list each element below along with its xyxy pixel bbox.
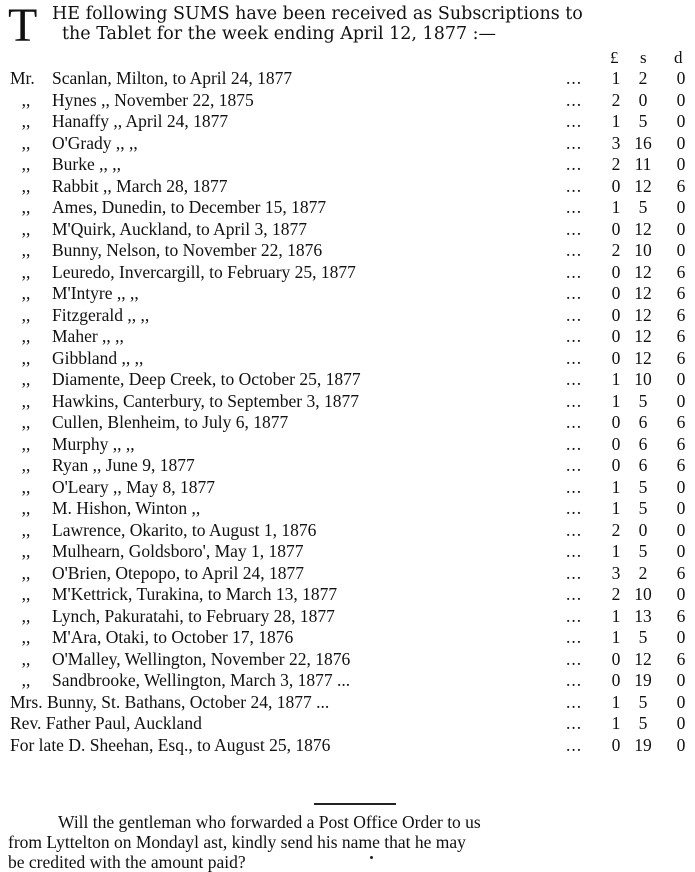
subscriber-entry: Rev. Father Paul, Auckland (10, 713, 202, 733)
subscription-row (0, 240, 695, 262)
amount-pounds: 0 (611, 283, 621, 303)
drop-cap: T (8, 0, 38, 52)
leader-dots: ... (566, 713, 583, 733)
subscriber-entry: O'Malley, Wellington, November 22, 1876 (52, 648, 351, 669)
leader-dots: ... (566, 132, 583, 153)
subscription-row (0, 670, 695, 692)
amount-shillings: 5 (638, 541, 648, 561)
subscription-row (0, 477, 695, 499)
leader-dots: ... (566, 175, 583, 196)
amount-pence: 6 (676, 605, 686, 626)
subscriber-entry: Ryan ,, June 9, 1877 (52, 455, 195, 475)
leader-dots: ... (566, 605, 583, 626)
leader-dots: ... (566, 455, 583, 475)
notice-line-1: Will the gentleman who forwarded a Post Office Order to us (58, 812, 481, 832)
row-prefix: ,, (21, 111, 31, 131)
leader-dots: ... (566, 627, 583, 647)
amount-shillings: 2 (638, 562, 648, 583)
row-prefix: ,, (21, 89, 31, 110)
amount-pence: 6 (676, 648, 686, 669)
column-header-shillings: s (640, 48, 647, 67)
subscriber-entry: Sandbrooke, Wellington, March 3, 1877 ... (52, 670, 351, 690)
leader-dots: ... (566, 218, 583, 239)
amount-pounds: 0 (611, 455, 621, 475)
row-prefix: ,, (21, 562, 31, 583)
amount-pounds: 1 (611, 691, 621, 712)
subscription-row (0, 692, 695, 714)
amount-pence: 6 (676, 562, 686, 583)
intro-line-2: the Tablet for the week ending April 12, 1877 :— (62, 24, 497, 44)
amount-shillings: 6 (638, 455, 648, 475)
amount-shillings: 6 (638, 412, 648, 432)
amount-pounds: 1 (611, 68, 621, 88)
leader-dots: ... (566, 347, 583, 368)
amount-pounds: 3 (611, 562, 621, 583)
subscription-row (0, 735, 695, 757)
amount-shillings: 5 (638, 498, 648, 518)
subscriber-entry: Leuredo, Invercargill, to February 25, 1877 (52, 261, 356, 282)
subscription-row (0, 498, 695, 520)
amount-pounds: 1 (611, 498, 621, 518)
row-prefix: ,, (21, 197, 31, 217)
amount-pounds: 0 (611, 670, 621, 690)
amount-pence: 6 (676, 347, 686, 368)
row-prefix: ,, (21, 261, 31, 282)
subscriber-entry: O'Brien, Otepopo, to April 24, 1877 (52, 562, 305, 583)
row-prefix: ,, (21, 541, 31, 561)
amount-shillings: 12 (634, 261, 652, 282)
leader-dots: ... (566, 541, 583, 561)
amount-shillings: 12 (634, 175, 652, 196)
leader-dots: ... (566, 648, 583, 669)
leader-dots: ... (566, 68, 583, 88)
subscription-row (0, 455, 695, 477)
row-prefix: ,, (21, 519, 31, 540)
amount-shillings: 5 (638, 111, 648, 131)
amount-pence: 6 (676, 433, 686, 454)
subscription-row (0, 541, 695, 563)
amount-pounds: 0 (611, 304, 621, 325)
leader-dots: ... (566, 369, 583, 389)
subscription-row (0, 649, 695, 671)
amount-pounds: 0 (611, 412, 621, 432)
subscription-row (0, 584, 695, 606)
amount-pence: 0 (676, 154, 686, 174)
leader-dots: ... (566, 304, 583, 325)
row-prefix: ,, (21, 304, 31, 325)
amount-shillings: 0 (638, 89, 648, 110)
amount-pounds: 1 (611, 541, 621, 561)
amount-shillings: 5 (638, 691, 648, 712)
row-prefix: ,, (21, 476, 31, 497)
subscription-row (0, 348, 695, 370)
column-header-pence: d (674, 48, 683, 67)
amount-shillings: 10 (634, 369, 652, 389)
leader-dots: ... (566, 498, 583, 518)
subscription-row (0, 434, 695, 456)
notice-paragraph (8, 812, 692, 872)
amount-shillings: 6 (638, 433, 648, 454)
amount-pounds: 1 (611, 111, 621, 131)
leader-dots: ... (566, 584, 583, 604)
amount-pence: 0 (676, 691, 686, 712)
subscription-row (0, 627, 695, 649)
subscription-row (0, 176, 695, 198)
amount-shillings: 12 (634, 218, 652, 239)
subscriber-entry: Lawrence, Okarito, to August 1, 1876 (52, 519, 317, 540)
intro-paragraph (6, 0, 690, 52)
subscriber-entry: Fitzgerald ,, ,, (52, 304, 150, 325)
row-prefix: ,, (21, 605, 31, 626)
leader-dots: ... (566, 326, 583, 346)
row-prefix: ,, (21, 218, 31, 239)
notice-line-2: from Lyttelton on Mondayl ast, kindly send his name that he may (8, 832, 466, 852)
subscription-row (0, 326, 695, 348)
amount-pence: 6 (676, 283, 686, 303)
leader-dots: ... (566, 240, 583, 260)
printer-dot (370, 856, 373, 859)
amount-shillings: 12 (634, 347, 652, 368)
subscriber-entry: Mrs. Bunny, St. Bathans, October 24, 1877 ... (10, 691, 330, 712)
subscription-row (0, 606, 695, 628)
notice-line-3: be credited with the amount paid? (8, 852, 246, 872)
amount-pounds: 1 (611, 476, 621, 497)
amount-pounds: 2 (611, 154, 621, 174)
row-prefix: ,, (21, 433, 31, 454)
amount-shillings: 5 (638, 627, 648, 647)
amount-shillings: 5 (638, 713, 648, 733)
row-prefix: ,, (21, 498, 31, 518)
amount-shillings: 5 (638, 476, 648, 497)
subscriber-entry: Scanlan, Milton, to April 24, 1877 (52, 68, 293, 88)
subscriber-entry: Cullen, Blenheim, to July 6, 1877 (52, 412, 289, 432)
subscriber-entry: O'Leary ,, May 8, 1877 (52, 476, 216, 497)
amount-shillings: 19 (634, 670, 652, 690)
row-prefix: ,, (21, 390, 31, 411)
subscriber-entry: Hawkins, Canterbury, to September 3, 1877 (52, 390, 360, 411)
amount-pounds: 0 (611, 433, 621, 454)
amount-shillings: 2 (638, 68, 648, 88)
subscriber-entry: Bunny, Nelson, to November 22, 1876 (52, 240, 323, 260)
leader-dots: ... (566, 390, 583, 411)
row-prefix: ,, (21, 175, 31, 196)
subscriber-entry: Mulhearn, Goldsboro', May 1, 1877 (52, 541, 304, 561)
amount-pence: 0 (676, 519, 686, 540)
leader-dots: ... (566, 111, 583, 131)
row-prefix: ,, (21, 455, 31, 475)
subscriber-entry: Rabbit ,, March 28, 1877 (52, 175, 228, 196)
leader-dots: ... (566, 154, 583, 174)
amount-pence: 0 (676, 670, 686, 690)
row-prefix: ,, (21, 326, 31, 346)
subscriber-entry: M. Hishon, Winton ,, (52, 498, 201, 518)
subscriber-entry: Gibbland ,, ,, (52, 347, 144, 368)
amount-pence: 6 (676, 175, 686, 196)
amount-pence: 0 (676, 89, 686, 110)
leader-dots: ... (566, 476, 583, 497)
amount-pence: 0 (676, 713, 686, 733)
amount-shillings: 10 (634, 240, 652, 260)
amount-shillings: 16 (634, 132, 652, 153)
amount-pounds: 1 (611, 369, 621, 389)
subscription-row (0, 391, 695, 413)
row-prefix: Mr. (10, 68, 35, 88)
amount-pounds: 0 (611, 218, 621, 239)
subscription-row (0, 369, 695, 391)
subscription-row (0, 219, 695, 241)
amount-shillings: 5 (638, 390, 648, 411)
row-prefix: ,, (21, 648, 31, 669)
amount-pence: 0 (676, 240, 686, 260)
subscriber-entry: M'Quirk, Auckland, to April 3, 1877 (52, 218, 307, 239)
leader-dots: ... (566, 433, 583, 454)
row-prefix: ,, (21, 240, 31, 260)
amount-pounds: 0 (611, 648, 621, 669)
amount-pence: 0 (676, 541, 686, 561)
row-prefix: ,, (21, 347, 31, 368)
amount-shillings: 12 (634, 304, 652, 325)
subscriber-entry: Maher ,, ,, (52, 326, 124, 346)
amount-pence: 0 (676, 627, 686, 647)
row-prefix: ,, (21, 627, 31, 647)
leader-dots: ... (566, 261, 583, 282)
subscription-row (0, 520, 695, 542)
amount-shillings: 12 (634, 648, 652, 669)
amount-pounds: 0 (611, 326, 621, 346)
subscription-row (0, 90, 695, 112)
subscription-row (0, 713, 695, 735)
subscription-row (0, 133, 695, 155)
subscription-row (0, 111, 695, 133)
amount-pounds: 0 (611, 175, 621, 196)
subscriber-entry: Diamente, Deep Creek, to October 25, 1877 (52, 369, 361, 389)
amount-pence: 0 (676, 218, 686, 239)
subscription-row (0, 262, 695, 284)
subscriber-entry: Burke ,, ,, (52, 154, 122, 174)
amount-pence: 0 (676, 369, 686, 389)
subscription-list (0, 68, 695, 756)
amount-shillings: 5 (638, 197, 648, 217)
subscriber-entry: M'Ara, Otaki, to October 17, 1876 (52, 627, 294, 647)
amount-shillings: 19 (634, 734, 652, 755)
subscription-row (0, 563, 695, 585)
amount-pence: 0 (676, 68, 686, 88)
amount-pounds: 1 (611, 605, 621, 626)
amount-pounds: 2 (611, 584, 621, 604)
amount-pounds: 2 (611, 240, 621, 260)
subscriber-entry: M'Intyre ,, ,, (52, 283, 139, 303)
leader-dots: ... (566, 519, 583, 540)
section-divider (314, 803, 396, 805)
amount-pounds: 0 (611, 261, 621, 282)
subscriber-entry: For late D. Sheehan, Esq., to August 25, 1876 (10, 734, 331, 755)
amount-pounds: 3 (611, 132, 621, 153)
amount-pence: 6 (676, 304, 686, 325)
amount-pence: 6 (676, 261, 686, 282)
amount-pence: 0 (676, 197, 686, 217)
row-prefix: ,, (21, 670, 31, 690)
subscriber-entry: M'Kettrick, Turakina, to March 13, 1877 (52, 584, 338, 604)
amount-shillings: 12 (634, 283, 652, 303)
subscription-row (0, 154, 695, 176)
leader-dots: ... (566, 670, 583, 690)
amount-pence: 6 (676, 455, 686, 475)
amount-pounds: 2 (611, 89, 621, 110)
amount-pence: 0 (676, 584, 686, 604)
amount-pounds: 1 (611, 197, 621, 217)
amount-shillings: 0 (638, 519, 648, 540)
column-header-pounds: £ (610, 48, 619, 67)
leader-dots: ... (566, 89, 583, 110)
subscriber-entry: Hanaffy ,, April 24, 1877 (52, 111, 229, 131)
subscriber-entry: O'Grady ,, ,, (52, 132, 138, 153)
amount-pence: 6 (676, 326, 686, 346)
amount-pence: 0 (676, 132, 686, 153)
amount-pounds: 2 (611, 519, 621, 540)
subscriber-entry: Murphy ,, ,, (52, 433, 135, 454)
subscription-row (0, 197, 695, 219)
amount-shillings: 12 (634, 326, 652, 346)
intro-line-1: HE following SUMS have been received as Subscriptions to (52, 4, 583, 24)
amount-pence: 0 (676, 111, 686, 131)
amount-pounds: 0 (611, 734, 621, 755)
subscription-row (0, 412, 695, 434)
row-prefix: ,, (21, 584, 31, 604)
amount-pence: 0 (676, 734, 686, 755)
row-prefix: ,, (21, 132, 31, 153)
amount-pence: 6 (676, 412, 686, 432)
amount-pence: 0 (676, 476, 686, 497)
amount-shillings: 13 (634, 605, 652, 626)
leader-dots: ... (566, 562, 583, 583)
subscription-row (0, 283, 695, 305)
row-prefix: ,, (21, 283, 31, 303)
subscriber-entry: Lynch, Pakuratahi, to February 28, 1877 (52, 605, 335, 626)
row-prefix: ,, (21, 412, 31, 432)
leader-dots: ... (566, 197, 583, 217)
row-prefix: ,, (21, 369, 31, 389)
amount-pence: 0 (676, 390, 686, 411)
subscription-row (0, 68, 695, 90)
subscription-row (0, 305, 695, 327)
amount-pence: 0 (676, 498, 686, 518)
amount-pounds: 1 (611, 713, 621, 733)
leader-dots: ... (566, 734, 583, 755)
subscriber-entry: Ames, Dunedin, to December 15, 1877 (52, 197, 327, 217)
subscriber-entry: Hynes ,, November 22, 1875 (52, 89, 254, 110)
amount-pounds: 0 (611, 347, 621, 368)
amount-shillings: 11 (634, 154, 652, 174)
leader-dots: ... (566, 691, 583, 712)
amount-shillings: 10 (634, 584, 652, 604)
leader-dots: ... (566, 412, 583, 432)
leader-dots: ... (566, 283, 583, 303)
row-prefix: ,, (21, 154, 31, 174)
amount-pounds: 1 (611, 390, 621, 411)
amount-pounds: 1 (611, 627, 621, 647)
